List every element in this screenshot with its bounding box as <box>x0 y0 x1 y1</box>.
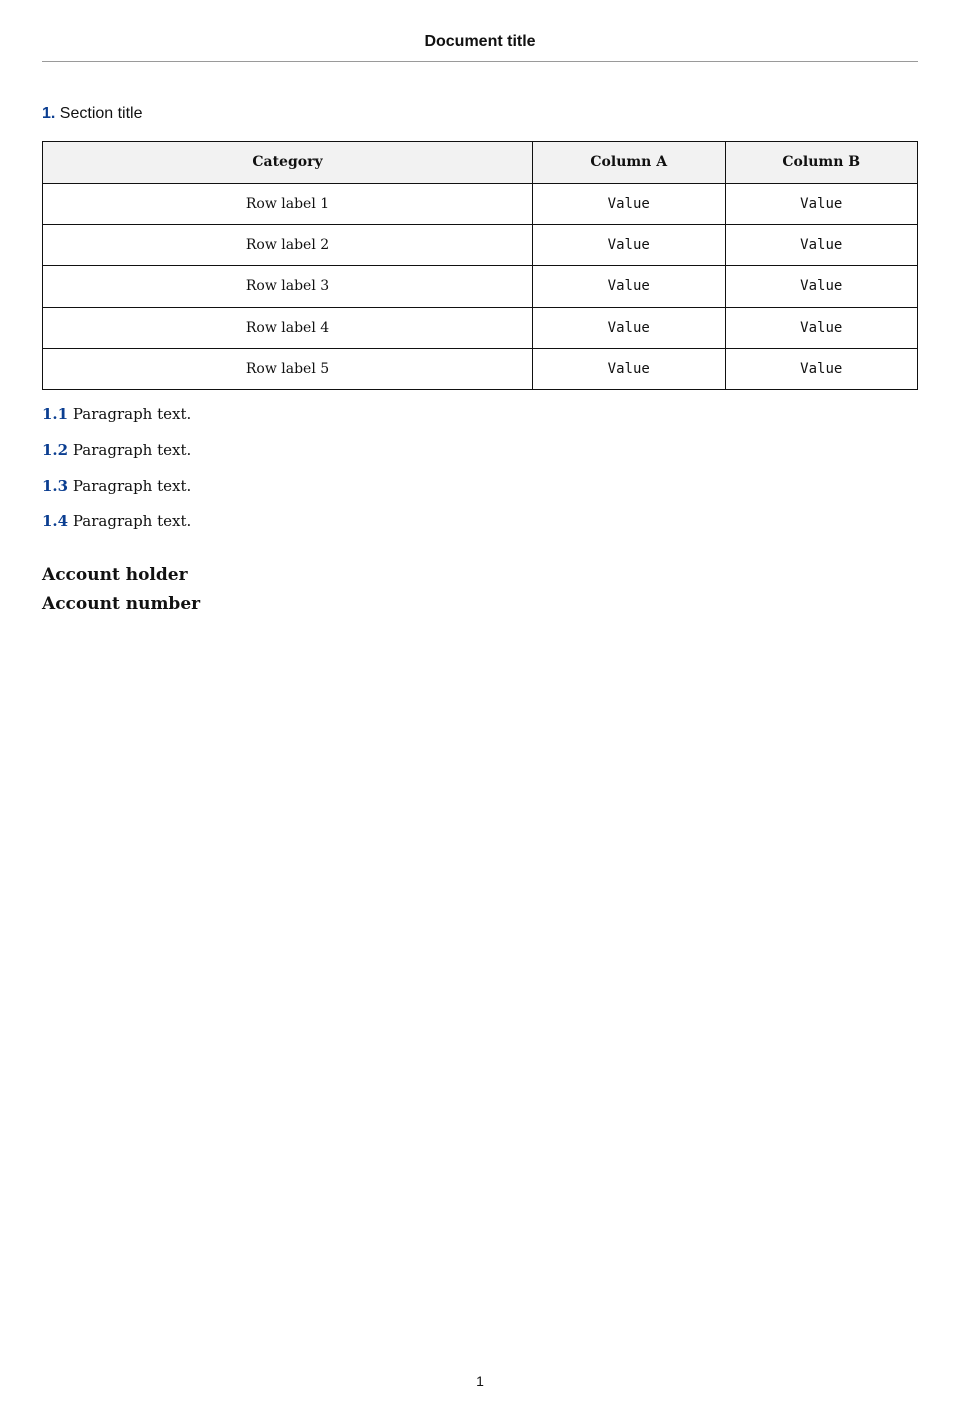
row-label: Row label 3 <box>43 266 533 307</box>
section-number: 1. <box>42 105 56 123</box>
row-value-b: Value <box>725 348 918 389</box>
row-value-a: Value <box>533 266 726 307</box>
paragraph-text: Paragraph text. <box>72 440 192 459</box>
table-row <box>43 348 918 389</box>
fee-table-header-row <box>43 142 918 183</box>
paragraph <box>42 511 918 533</box>
row-label: Row label 5 <box>43 348 533 389</box>
section-title: Section title <box>59 105 143 123</box>
bank-name: Account holder <box>42 565 188 586</box>
row-value-a: Value <box>533 224 726 265</box>
paragraph-text: Paragraph text. <box>72 476 192 495</box>
row-label: Row label 1 <box>43 183 533 224</box>
row-value-b: Value <box>725 183 918 224</box>
bank-account-number: Account number <box>42 593 201 614</box>
row-value-b: Value <box>725 224 918 265</box>
paragraph-text: Paragraph text. <box>72 512 192 531</box>
row-value-b: Value <box>725 307 918 348</box>
table-row <box>43 183 918 224</box>
document-header: Document title <box>42 30 918 62</box>
fee-table-header-b: Column B <box>725 142 918 183</box>
fee-table <box>42 141 918 390</box>
row-value-a: Value <box>533 348 726 389</box>
row-label: Row label 2 <box>43 224 533 265</box>
paragraph-number: 1.2 <box>42 440 69 459</box>
paragraph <box>42 476 918 498</box>
table-row <box>43 224 918 265</box>
paragraph <box>42 404 918 426</box>
paragraph-number: 1.4 <box>42 512 69 531</box>
row-value-a: Value <box>533 183 726 224</box>
page-number: 1 <box>476 1372 484 1389</box>
paragraph-text: Paragraph text. <box>72 405 192 424</box>
section-heading <box>42 102 918 125</box>
row-value-b: Value <box>725 266 918 307</box>
paragraph-number: 1.1 <box>42 405 69 424</box>
fee-table-header-category: Category <box>43 142 533 183</box>
fee-table-header-a: Column A <box>533 142 726 183</box>
table-row <box>43 266 918 307</box>
table-row <box>43 307 918 348</box>
row-value-a: Value <box>533 307 726 348</box>
bank-details <box>42 563 918 616</box>
paragraph <box>42 440 918 462</box>
row-label: Row label 4 <box>43 307 533 348</box>
paragraph-number: 1.3 <box>42 476 69 495</box>
